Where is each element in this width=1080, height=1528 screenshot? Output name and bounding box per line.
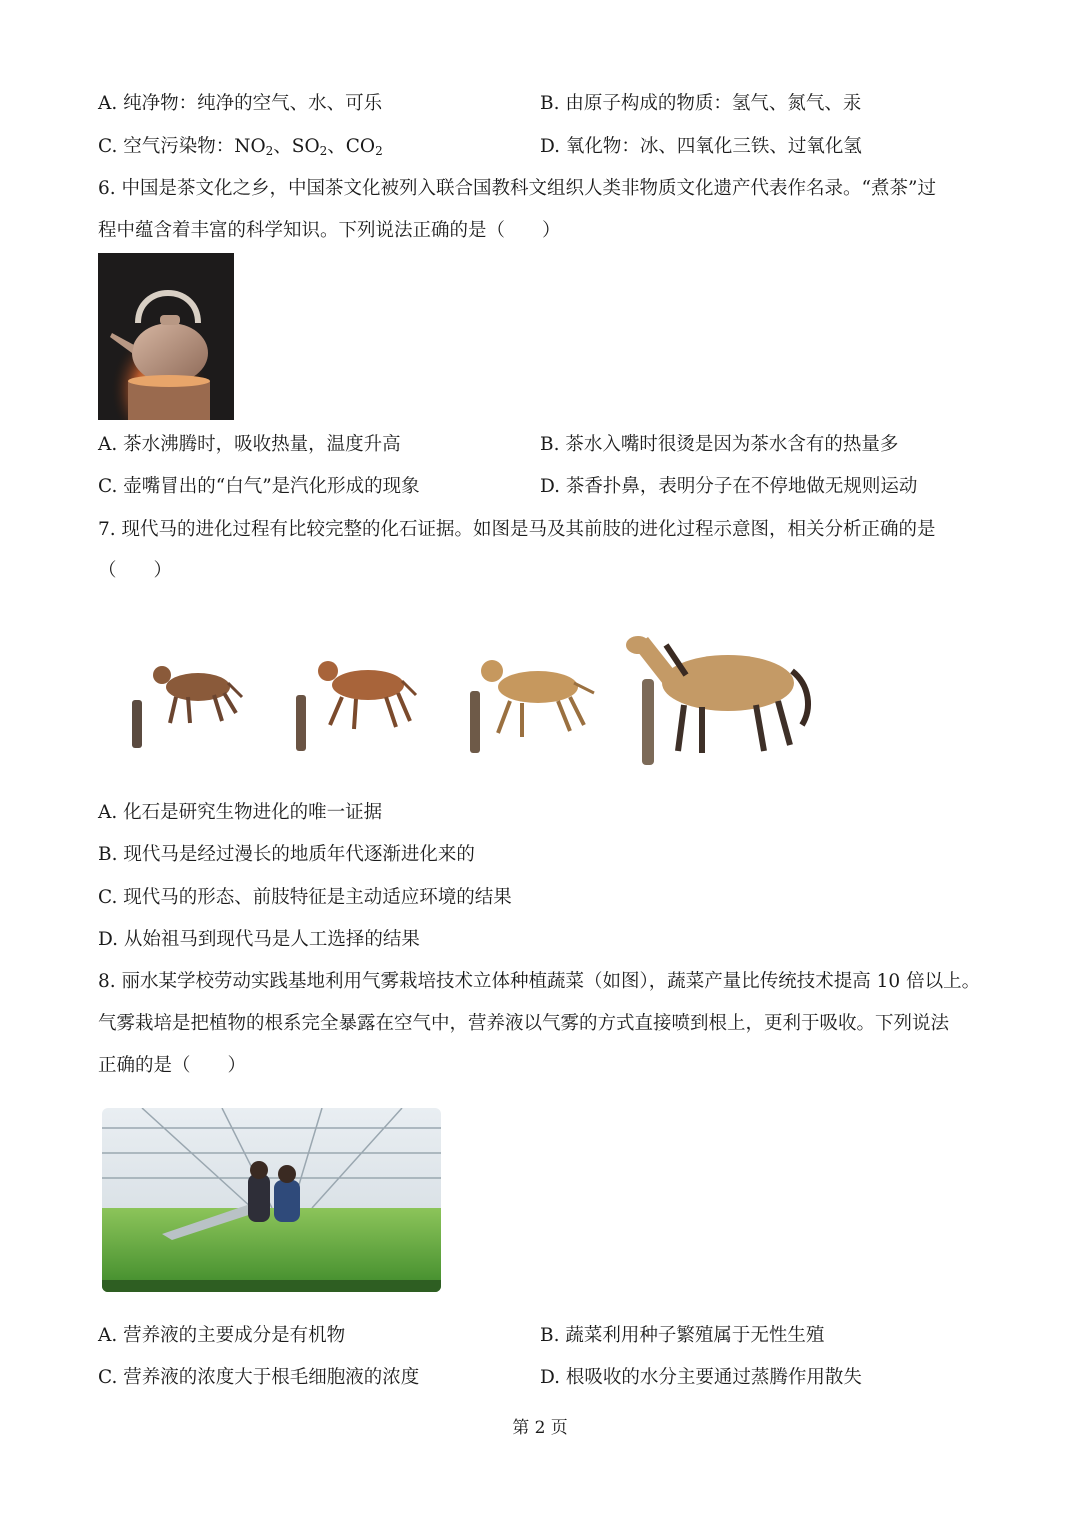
q8-option-c: C. 营养液的浓度大于根毛细胞液的浓度 xyxy=(98,1367,420,1388)
q5-option-c-text: C. 空气污染物：NO xyxy=(98,136,266,157)
q5-option-b: B. 由原子构成的物质：氢气、氮气、汞 xyxy=(540,93,862,114)
q7-stem-line2: （ ） xyxy=(98,560,173,581)
q5-option-c xyxy=(98,134,383,164)
q7-stem-line1: 7. 现代马的进化过程有比较完整的化石证据。如图是马及其前肢的进化过程示意图，相关分析正确的是 xyxy=(98,519,936,540)
q5-option-c-text: 、CO xyxy=(327,136,376,157)
subscript: 2 xyxy=(319,144,328,158)
q7-option-c: C. 现代马的形态、前肢特征是主动适应环境的结果 xyxy=(98,887,512,908)
q6-option-d: D. 茶香扑鼻，表明分子在不停地做无规则运动 xyxy=(540,476,918,497)
subscript: 2 xyxy=(375,144,383,158)
q8-option-b: B. 蔬菜利用种子繁殖属于无性生殖 xyxy=(540,1325,825,1346)
q8-option-a: A. 营养液的主要成分是有机物 xyxy=(98,1325,346,1346)
q6-stem-line2: 程中蕴含着丰富的科学知识。下列说法正确的是（ ） xyxy=(98,220,561,241)
q6-option-b: B. 茶水入嘴时很烫是因为茶水含有的热量多 xyxy=(540,434,899,455)
q7-option-d: D. 从始祖马到现代马是人工选择的结果 xyxy=(98,929,420,950)
q8-stem-line3: 正确的是（ ） xyxy=(98,1055,247,1076)
merychippus-illustration xyxy=(470,660,594,753)
q7-option-b: B. 现代马是经过漫长的地质年代逐渐进化来的 xyxy=(98,844,475,865)
q8-option-d: D. 根吸收的水分主要通过蒸腾作用散失 xyxy=(540,1367,862,1388)
eohippus-illustration xyxy=(132,666,242,748)
teapot-photo xyxy=(98,253,234,420)
q5-option-d: D. 氧化物：冰、四氧化三铁、过氧化氢 xyxy=(540,136,862,157)
q8-stem-line1: 8. 丽水某学校劳动实践基地利用气雾栽培技术立体种植蔬菜（如图），蔬菜产量比传统技术提高 10 倍以上。 xyxy=(98,971,981,992)
subscript: 2 xyxy=(265,144,274,158)
greenhouse-photo xyxy=(102,1108,441,1292)
q6-option-c: C. 壶嘴冒出的“白气”是汽化形成的现象 xyxy=(98,476,420,497)
horse-evolution-figure xyxy=(118,605,818,775)
q8-stem-line2: 气雾栽培是把植物的根系完全暴露在空气中，营养液以气雾的方式直接喷到根上，更利于吸收。下列说法 xyxy=(98,1013,950,1034)
q6-stem-line1: 6. 中国是茶文化之乡，中国茶文化被列入联合国教科文组织人类非物质文化遗产代表作名录。“煮茶”过 xyxy=(98,178,936,199)
q5-option-c-text: 、SO xyxy=(273,136,320,157)
mesohippus-illustration xyxy=(296,661,416,751)
page-number: 第 2 页 xyxy=(512,1418,568,1438)
modern-horse-illustration xyxy=(626,636,808,765)
q5-option-a: A. 纯净物：纯净的空气、水、可乐 xyxy=(98,93,383,114)
q7-option-a: A. 化石是研究生物进化的唯一证据 xyxy=(98,802,383,823)
q6-option-a: A. 茶水沸腾时，吸收热量，温度升高 xyxy=(98,434,401,455)
